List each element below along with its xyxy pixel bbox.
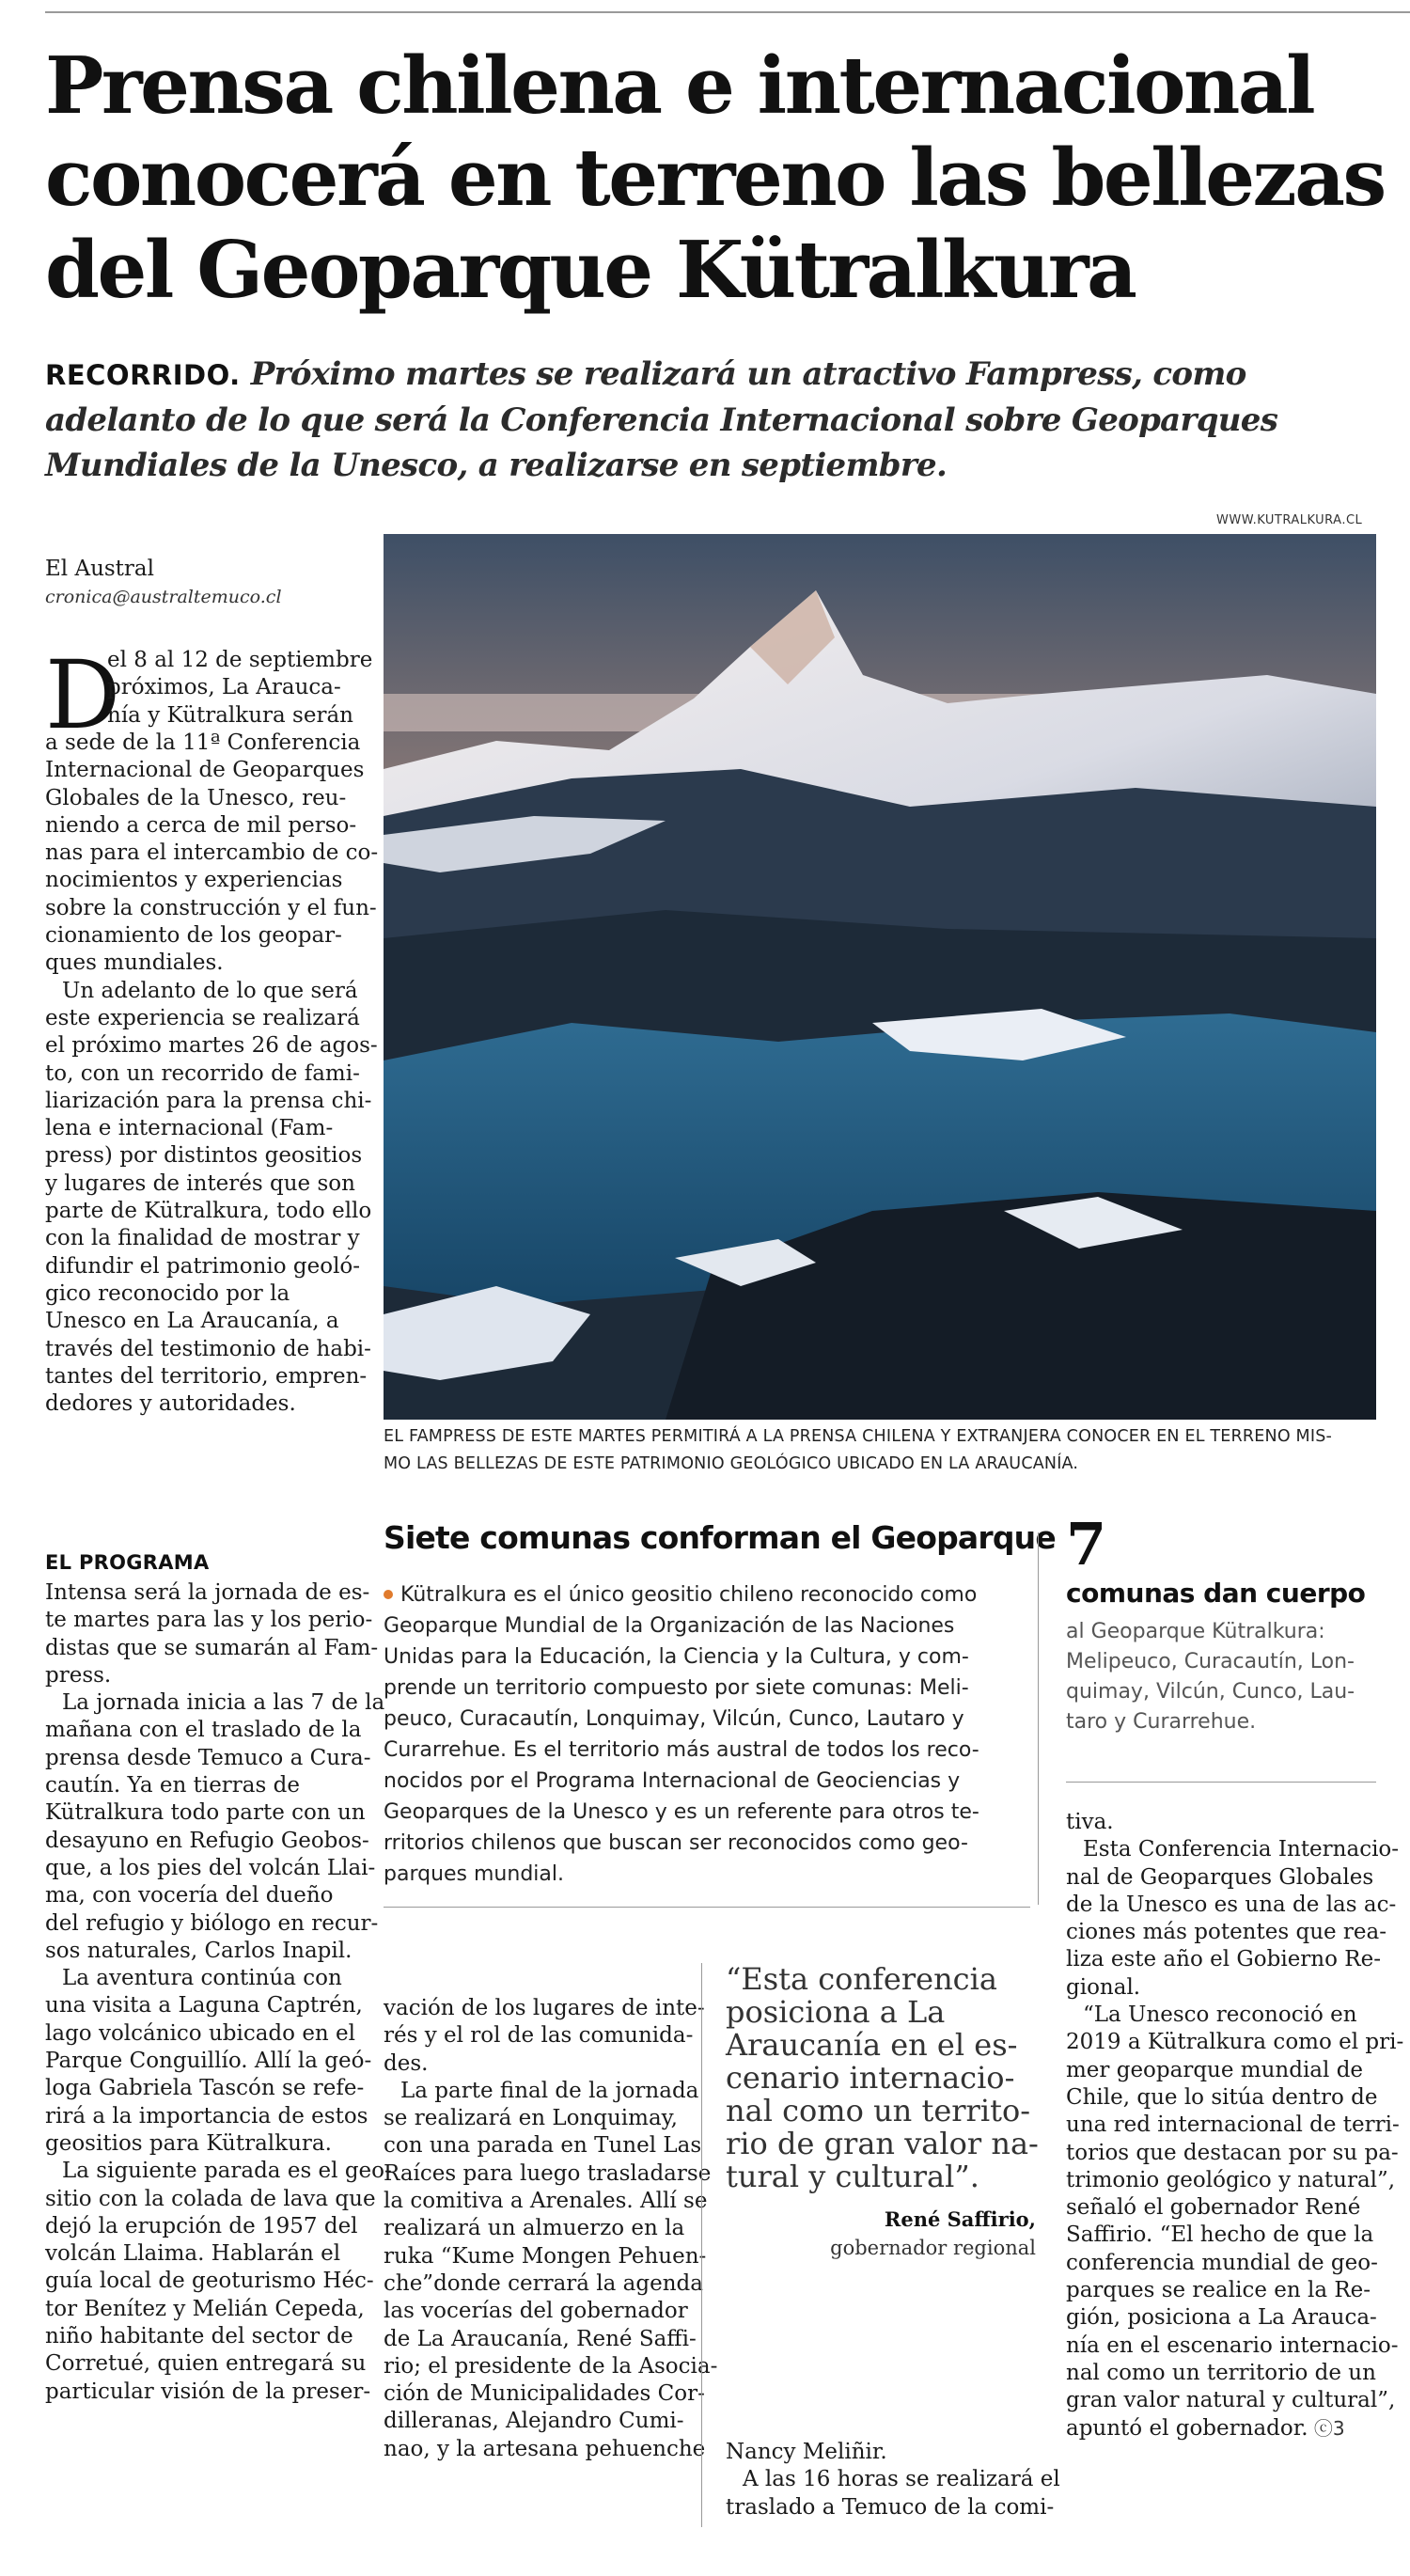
caption-line-1: EL FAMPRESS DE ESTE MARTES PERMITIRÁ A LA PRENSA CHILENA Y EXTRANJERA CONOCER EN EL TERRENO MIS- (384, 1427, 1333, 1446)
body-line: nía en el escenario internacio- (1066, 2333, 1399, 2358)
body-line: este experiencia se realizará (45, 1005, 360, 1030)
body-line: Raíces para luego trasladarse (384, 2160, 712, 2186)
headline-line-2: conocerá en terreno las bellezas (45, 132, 1385, 224)
body-line: dedores y autoridades. (45, 1391, 296, 1417)
body-line: niendo a cerca de mil perso- (45, 812, 357, 838)
body-line: volcán Llaima. Hablarán el (45, 2241, 341, 2267)
body-line: torios que destacan por su pa- (1066, 2140, 1399, 2165)
body-line: parte de Kütralkura, todo ello (45, 1199, 372, 1224)
body-line: nocimientos y experiencias (45, 868, 343, 893)
body-line: che”donde cerrará la agenda (384, 2270, 703, 2296)
body-line: to, con un recorrido de fami- (45, 1060, 360, 1086)
body-line: parques se realice en la Re- (1066, 2278, 1371, 2303)
headline-line-1: Prensa chilena e internacional (45, 39, 1314, 132)
body-line: el próximo martes 26 de agos- (45, 1033, 378, 1059)
body-line: conferencia mundial de geo- (1066, 2250, 1378, 2275)
body-line: vación de los lugares de inte- (384, 1996, 705, 2020)
body-line: Kütralkura es el único geositio chileno reconocido como (384, 1579, 1042, 1610)
body-line: Intensa será la jornada de es- (45, 1580, 370, 1605)
body-line: nao, y la artesana pehuenche (384, 2436, 706, 2461)
body-line: geositios para Kütralkura. (45, 2130, 332, 2156)
byline-name: El Austral (45, 557, 154, 581)
body-line: la comitiva a Arenales. Allí se (384, 2189, 708, 2214)
body-line: Un adelanto de lo que será (62, 978, 358, 1003)
quote-role: gobernador regional (830, 2237, 1036, 2259)
kicker: RECORRIDO. (45, 359, 241, 391)
body-line: Nancy Meliñir. (726, 2440, 887, 2464)
body-line: y lugares de interés que son (45, 1170, 355, 1196)
deck-text-1: Próximo martes se realizará un atractivo Fampress, como (250, 355, 1246, 393)
caption-line-2: MO LAS BELLEZAS DE ESTE PATRIMONIO GEOLÓGICO UBICADO EN LA ARAUCANÍA. (384, 1454, 1079, 1473)
body-line: prensa desde Temuco a Cura- (45, 1745, 371, 1770)
big-number-label: comunas dan cuerpo (1066, 1578, 1366, 1609)
section-heading-el-programa: EL PROGRAMA (45, 1551, 210, 1574)
column-1 (45, 730, 379, 1418)
body-line: apuntó el gobernador. ⓒ3 (1066, 2415, 1345, 2441)
body-line: posiciona a La (726, 1994, 946, 2030)
body-line: con una parada en Tunel Las (384, 2133, 702, 2159)
body-line: traslado a Temuco de la comi- (726, 2494, 1055, 2520)
body-line: Parque Conguillío. Allí la geó- (45, 2049, 372, 2074)
body-line: con la finalidad de mostrar y (45, 1226, 360, 1251)
body-line: A las 16 horas se realizará el (743, 2467, 1060, 2492)
body-line: Internacional de Geoparques (45, 758, 365, 783)
body-line: rio de gran valor na- (726, 2126, 1039, 2161)
box-divider (1038, 1532, 1039, 1905)
body-line: que, a los pies del volcán Llai- (45, 1855, 376, 1880)
body-line: rirá a la importancia de estos (45, 2103, 368, 2128)
body-line: al Geoparque Kütralkura: (1066, 1620, 1325, 1643)
body-line: “Esta conferencia (726, 1961, 997, 1997)
body-line: nal de Geoparques Globales (1066, 1864, 1374, 1890)
body-line: dejó la erupción de 1957 del (45, 2213, 358, 2238)
box-bottom-rule (384, 1907, 1030, 1908)
body-line: 2019 a Kütralkura como el pri- (1066, 2030, 1404, 2055)
drop-lines (107, 647, 373, 730)
body-line: se realizará en Lonquimay, (384, 2106, 678, 2131)
body-line: tural y cultural”. (726, 2159, 979, 2194)
body-line: ciones más potentes que rea- (1066, 1920, 1387, 1945)
body-line: particular visión de la preser- (45, 2379, 371, 2404)
body-line: “La Unesco reconoció en (1083, 2003, 1357, 2028)
body-line: ción de Municipalidades Cor- (384, 2381, 705, 2407)
body-line: guía local de geoturismo Héc- (45, 2269, 374, 2294)
body-line: las vocerías del gobernador (384, 2299, 688, 2324)
body-line: prende un territorio compuesto por siete comunas: Meli- (384, 1676, 969, 1700)
body-line: Araucanía en el es- (726, 2027, 1018, 2063)
body-line: Unesco en La Araucanía, a (45, 1309, 339, 1334)
body-line: La parte final de la jornada (400, 2078, 699, 2103)
body-line: ma, con vocería del dueño (45, 1883, 334, 1908)
body-line: liza este año el Gobierno Re- (1066, 1947, 1381, 1972)
body-line: Curarrehue. Es el territorio más austral de todos los reco- (384, 1738, 979, 1762)
end-mark-icon: ⓒ3 (1308, 2416, 1345, 2440)
byline (45, 555, 282, 611)
body-line: de la Unesco es una de las ac- (1066, 1892, 1397, 1917)
body-line: ruka “Kume Mongen Pehuen- (384, 2243, 707, 2269)
body-line: una red internacional de terri- (1066, 2113, 1400, 2138)
body-line: señaló el gobernador René (1066, 2195, 1361, 2221)
body-line: press. (45, 1662, 112, 1688)
body-line: nal como un territo- (726, 2093, 1031, 2128)
body-line: nía y Kütralkura serán (107, 702, 353, 728)
body-line: cionamiento de los geopar- (45, 923, 342, 949)
body-line: sitio con la colada de lava que (45, 2186, 376, 2211)
big-number-text (1066, 1617, 1355, 1737)
body-line: Unidas para la Educación, la Ciencia y la Cultura, y com- (384, 1645, 969, 1669)
body-line: tiva. (1066, 1810, 1114, 1834)
pullquote-rule (701, 1963, 702, 2527)
drop-cap: D (45, 640, 121, 750)
box-bottom-rule-right (1066, 1782, 1376, 1783)
photo-credit: WWW.KUTRALKURA.CL (1216, 513, 1363, 527)
volcano-photo (384, 534, 1376, 1420)
body-line: realizará un almuerzo en la (384, 2216, 685, 2241)
body-line: desayuno en Refugio Geobos- (45, 1828, 369, 1853)
body-line: Kütralkura todo parte con un (45, 1800, 366, 1826)
volcano-landscape-image (384, 534, 1376, 1420)
body-line: parques mundial. (384, 1862, 564, 1886)
body-line: tor Benítez y Melián Cepeda, (45, 2296, 365, 2321)
body-line: loga Gabriela Tascón se refe- (45, 2076, 365, 2101)
headline-line-3: del Geoparque Kütralkura (45, 224, 1136, 316)
pull-quote-attribution (726, 2206, 1036, 2262)
body-line: liarización para la prensa chi- (45, 1088, 372, 1113)
body-line: quimay, Vilcún, Cunco, Lau- (1066, 1680, 1355, 1704)
body-line: press) por distintos geositios (45, 1143, 363, 1169)
byline-email[interactable]: cronica@australtemuco.cl (45, 587, 282, 607)
column-1-continued (45, 1579, 392, 2406)
body-line: dilleranas, Alejandro Cumi- (384, 2409, 684, 2434)
body-line: del refugio y biólogo en recur- (45, 1910, 379, 1936)
body-line: de La Araucanía, René Saffi- (384, 2326, 697, 2351)
body-line: nas para el intercambio de co- (45, 840, 379, 866)
box-title: Siete comunas conforman el Geoparque (384, 1519, 1056, 1556)
body-line: niño habitante del sector de (45, 2324, 353, 2349)
big-number: 7 (1066, 1510, 1107, 1579)
body-line: rés y el rol de las comunida- (384, 2023, 694, 2049)
body-line: sobre la construcción y el fun- (45, 895, 377, 920)
body-line: Esta Conferencia Internacio- (1083, 1837, 1400, 1862)
body-line: lena e internacional (Fam- (45, 1116, 334, 1141)
body-line: ques mundiales. (45, 950, 224, 976)
body-line: mer geoparque mundial de (1066, 2057, 1364, 2082)
body-line: Geoparque Mundial de la Organización de las Naciones (384, 1614, 955, 1638)
deck-line-3: Mundiales de la Unesco, a realizarse en septiembre. (45, 447, 948, 484)
body-line: tantes del territorio, empren- (45, 1363, 368, 1389)
body-line: a sede de la 11ª Conferencia (45, 730, 361, 755)
headline (45, 39, 1399, 316)
body-line: rio; el presidente de la Asocia- (384, 2353, 718, 2379)
body-line: gión, posiciona a La Arauca- (1066, 2305, 1377, 2331)
body-line: nal como un territorio de un (1066, 2360, 1376, 2385)
body-line: una visita a Laguna Captrén, (45, 1993, 363, 2018)
body-line: difundir el patrimonio geoló- (45, 1253, 361, 1279)
body-line: peuco, Curacautín, Lonquimay, Vilcún, Cunco, Lautaro y (384, 1707, 964, 1731)
deck-line-1 (45, 352, 1380, 398)
body-line: trimonio geológico y natural”, (1066, 2167, 1396, 2192)
body-line: te martes para las y los perio- (45, 1608, 373, 1633)
body-line: Chile, que lo sitúa dentro de (1066, 2084, 1378, 2110)
column-3 (726, 2439, 1060, 2521)
pull-quote (726, 1961, 1039, 2194)
body-line: nocidos por el Programa Internacional de Geociencias y (384, 1769, 961, 1793)
body-line: La aventura continúa con (62, 1966, 342, 1991)
body-line: distas que se sumarán al Fam- (45, 1635, 379, 1660)
bullet-icon (384, 1590, 393, 1599)
body-line: La jornada inicia a las 7 de la (62, 1690, 385, 1716)
deck-line-2: adelanto de lo que será la Conferencia Internacional sobre Geoparques (45, 401, 1278, 439)
body-line: rritorios chilenos que buscan ser reconocidos como geo- (384, 1831, 968, 1855)
body-line: gico reconocido por la (45, 1280, 290, 1306)
photo-caption (384, 1423, 1380, 1478)
box-text (384, 1579, 1042, 1890)
body-line: gional. (1066, 1974, 1141, 2000)
body-line: La siguiente parada es el geo- (62, 2159, 392, 2184)
body-line: Saffirio. “El hecho de que la (1066, 2223, 1374, 2248)
body-line: Melipeuco, Curacautín, Lon- (1066, 1650, 1355, 1673)
body-line: mañana con el traslado de la (45, 1718, 362, 1743)
body-line: cenario internacio- (726, 2060, 1015, 2096)
top-rule (45, 11, 1410, 13)
deck (45, 352, 1380, 488)
body-line: cautín. Ya en tierras de (45, 1773, 300, 1798)
body-line: lago volcánico ubicado en el (45, 2020, 356, 2046)
body-line: des. (384, 2050, 429, 2076)
body-line: sos naturales, Carlos Inapil. (45, 1938, 352, 1963)
body-line: el 8 al 12 de septiembre (107, 648, 373, 672)
quote-author: René Saffirio, (884, 2207, 1036, 2231)
body-line: Geoparques de la Unesco y es un referente para otros te- (384, 1800, 979, 1824)
body-line: través del testimonio de habi- (45, 1336, 371, 1361)
body-line: Globales de la Unesco, reu- (45, 785, 347, 810)
body-line: gran valor natural y cultural”, (1066, 2388, 1396, 2413)
body-line: Corretué, quien entregará su (45, 2351, 367, 2377)
body-line: próximos, La Arauca- (107, 675, 341, 700)
column-4 (1066, 1809, 1404, 2442)
body-line: taro y Curarrehue. (1066, 1710, 1257, 1734)
column-2 (384, 1995, 718, 2463)
